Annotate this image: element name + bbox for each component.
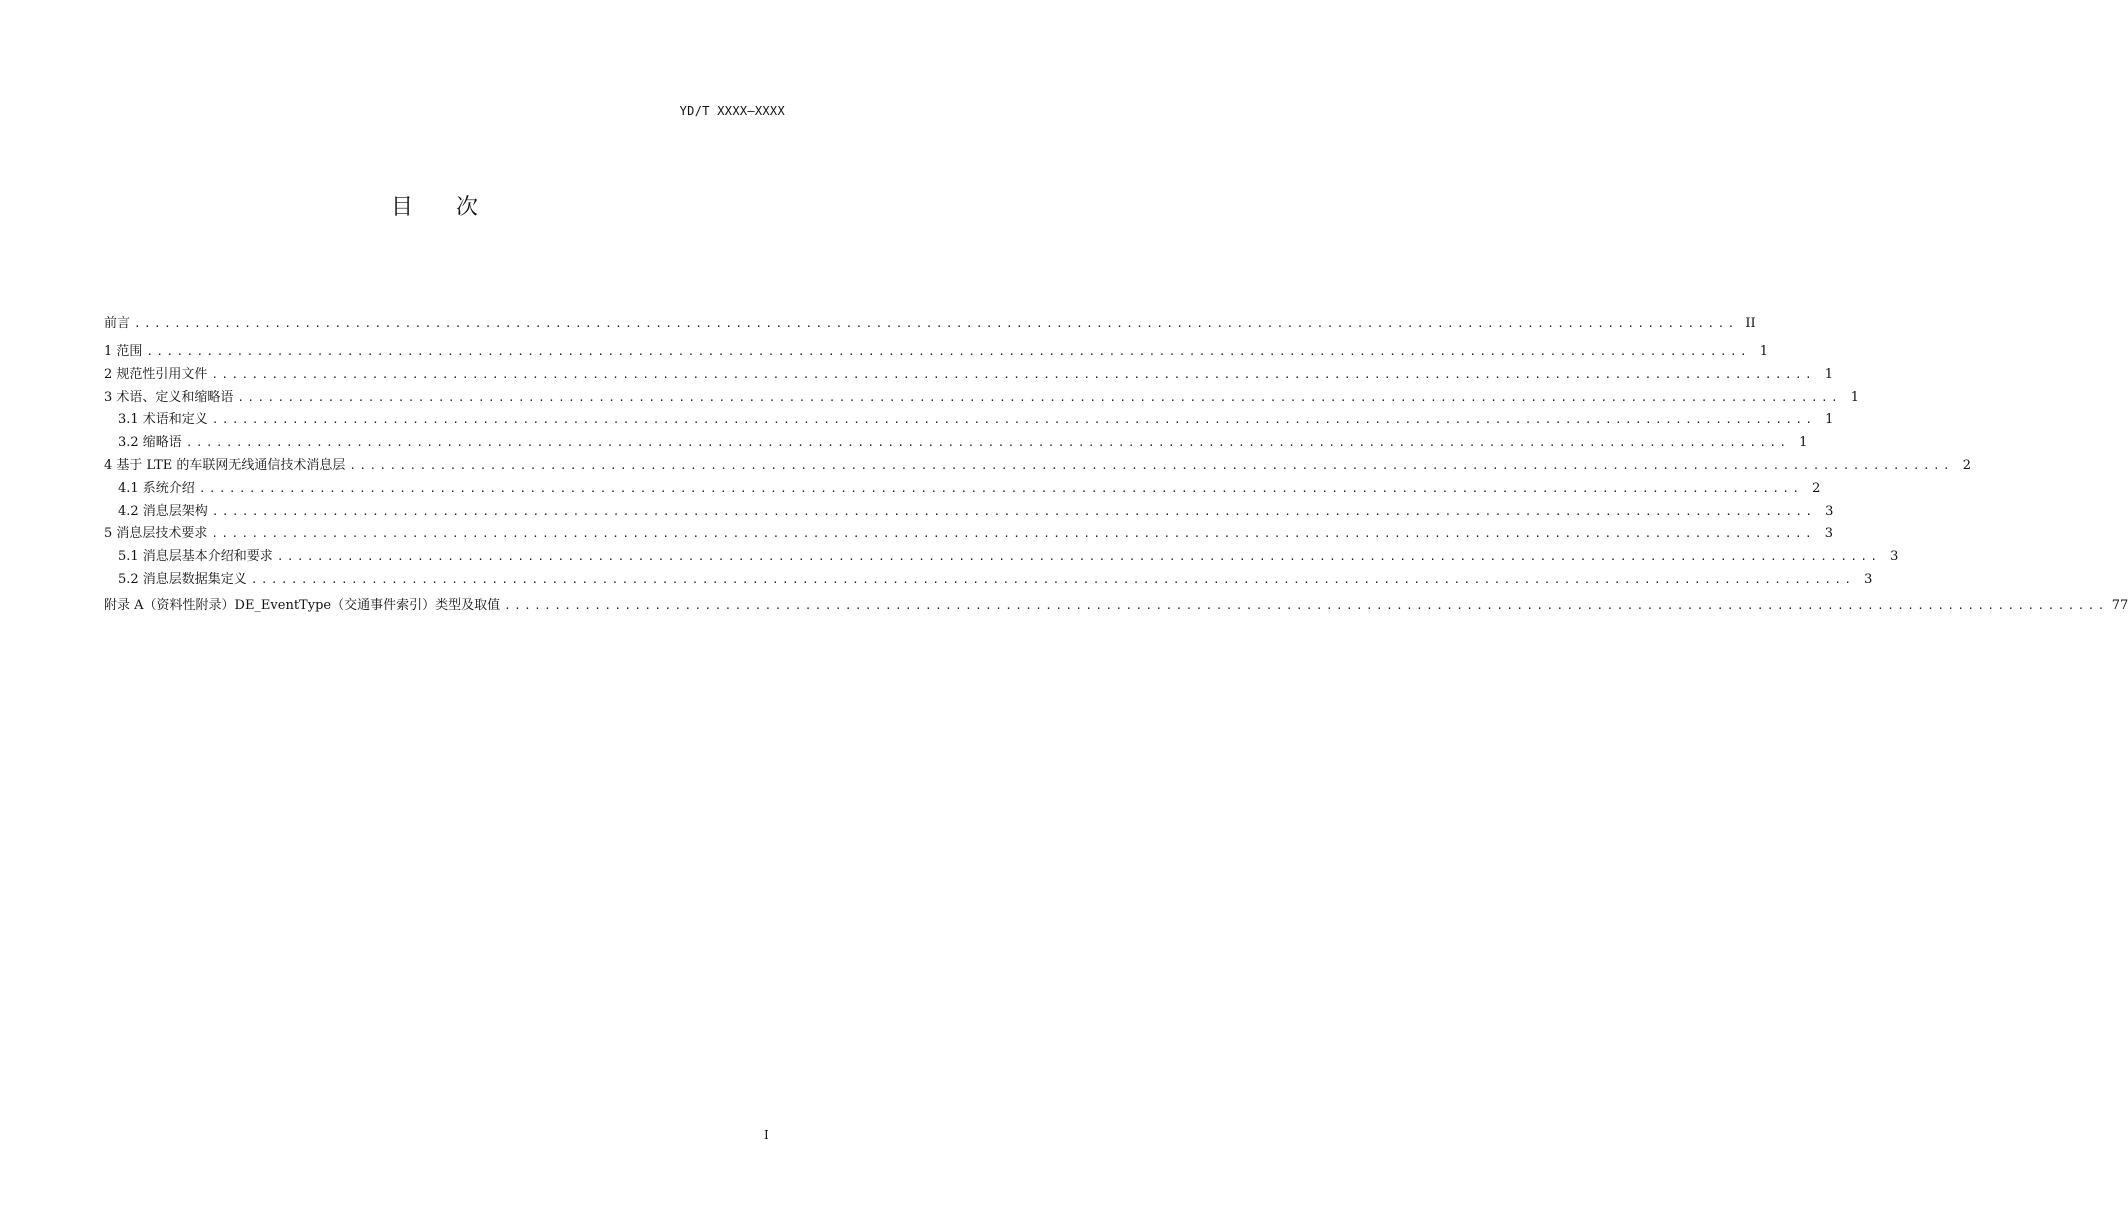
toc-leader-dots: ................................................................................................................................................................ (134, 317, 1738, 330)
toc-entry-label: 4 基于 LTE 的车联网无线通信技术消息层 (104, 457, 346, 473)
toc-entry-label: 5.1 消息层基本介绍和要求 (118, 549, 273, 565)
toc-entry-label: 1 范围 (104, 344, 143, 359)
toc-entry-lte-v2x-message-layer[interactable] (104, 454, 1972, 477)
toc-entry-page: 1 (1799, 435, 1808, 451)
toc-entry-page: II (1745, 316, 1756, 331)
toc-entry-page: 2 (1962, 457, 1972, 473)
toc-entry-message-layer-architecture[interactable] (104, 500, 1834, 523)
toc-entry-label: 附录 A（资料性附录）DE_EventType（交通事件索引）类型及取值 (104, 597, 501, 613)
toc-entry-page: 3 (1890, 549, 1899, 565)
toc-entry-page: 1 (1824, 366, 1834, 382)
toc-entry-label: 2 规范性引用文件 (104, 366, 208, 382)
toc-entry-normative-references[interactable] (104, 363, 1834, 386)
toc-leader-dots: ................................................................................................................................................................ (211, 367, 1816, 381)
toc-leader-dots: ................................................................................................................................................................ (211, 413, 1816, 427)
toc-leader-dots: ................................................................................................................................................................ (237, 390, 1842, 404)
toc-entry-page: 3 (1825, 503, 1834, 519)
page-title: 目 次 (391, 195, 496, 220)
toc-leader-dots: ................................................................................................................................................................ (146, 345, 1751, 358)
toc-entry-message-layer-dataset[interactable] (104, 568, 1873, 591)
toc-entry-page: 3 (1824, 526, 1834, 542)
toc-entry-label: 4.2 消息层架构 (118, 503, 208, 519)
toc-entry-label: 5 消息层技术要求 (104, 526, 208, 542)
toc-entry-abbreviations[interactable] (104, 431, 1808, 454)
toc-entry-message-layer-technical-requirements[interactable] (104, 522, 1834, 545)
toc-entry-page: 1 (1850, 389, 1860, 405)
document-code: YD/T XXXX—XXXX (679, 104, 785, 118)
toc-leader-dots: ................................................................................................................................................................ (198, 481, 1803, 495)
toc-leader-dots: ................................................................................................................................................................ (504, 598, 2108, 612)
toc-entry-label: 3.1 术语和定义 (118, 412, 208, 428)
toc-entry-label: 前言 (104, 316, 131, 331)
toc-entry-label: 3.2 缩略语 (118, 435, 182, 451)
toc-leader-dots: ................................................................................................................................................................ (211, 527, 1816, 541)
toc-leader-dots: ................................................................................................................................................................ (211, 504, 1816, 518)
toc-leader-dots: ................................................................................................................................................................ (276, 550, 1881, 564)
toc-entry-message-layer-basics[interactable] (104, 545, 1899, 568)
toc-entry-page: 1 (1759, 344, 1769, 359)
toc-leader-dots: ................................................................................................................................................................ (185, 436, 1790, 450)
toc-entry-page: 2 (1812, 480, 1821, 496)
toc-leader-dots: ................................................................................................................................................................ (250, 572, 1855, 586)
toc-entry-terms-definitions[interactable] (104, 408, 1834, 431)
toc-entry-page: 1 (1825, 412, 1834, 428)
toc-entry-terms-definitions-abbreviations[interactable] (104, 386, 1860, 409)
toc-entry-appendix-a[interactable] (104, 594, 2128, 617)
toc-entry-label: 4.1 系统介绍 (118, 480, 195, 496)
toc-entry-label: 3 术语、定义和缩略语 (104, 389, 234, 405)
toc-entry-system-introduction[interactable] (104, 477, 1821, 500)
toc-entry-preface[interactable] (104, 312, 1756, 340)
toc-entry-page: 77 (2111, 597, 2128, 613)
table-of-contents (104, 312, 2128, 617)
page-number: I (764, 1128, 769, 1142)
toc-entry-label: 5.2 消息层数据集定义 (118, 571, 247, 587)
toc-entry-page: 3 (1864, 571, 1873, 587)
toc-entry-scope[interactable] (104, 340, 1769, 363)
toc-leader-dots: ................................................................................................................................................................ (349, 458, 1954, 472)
